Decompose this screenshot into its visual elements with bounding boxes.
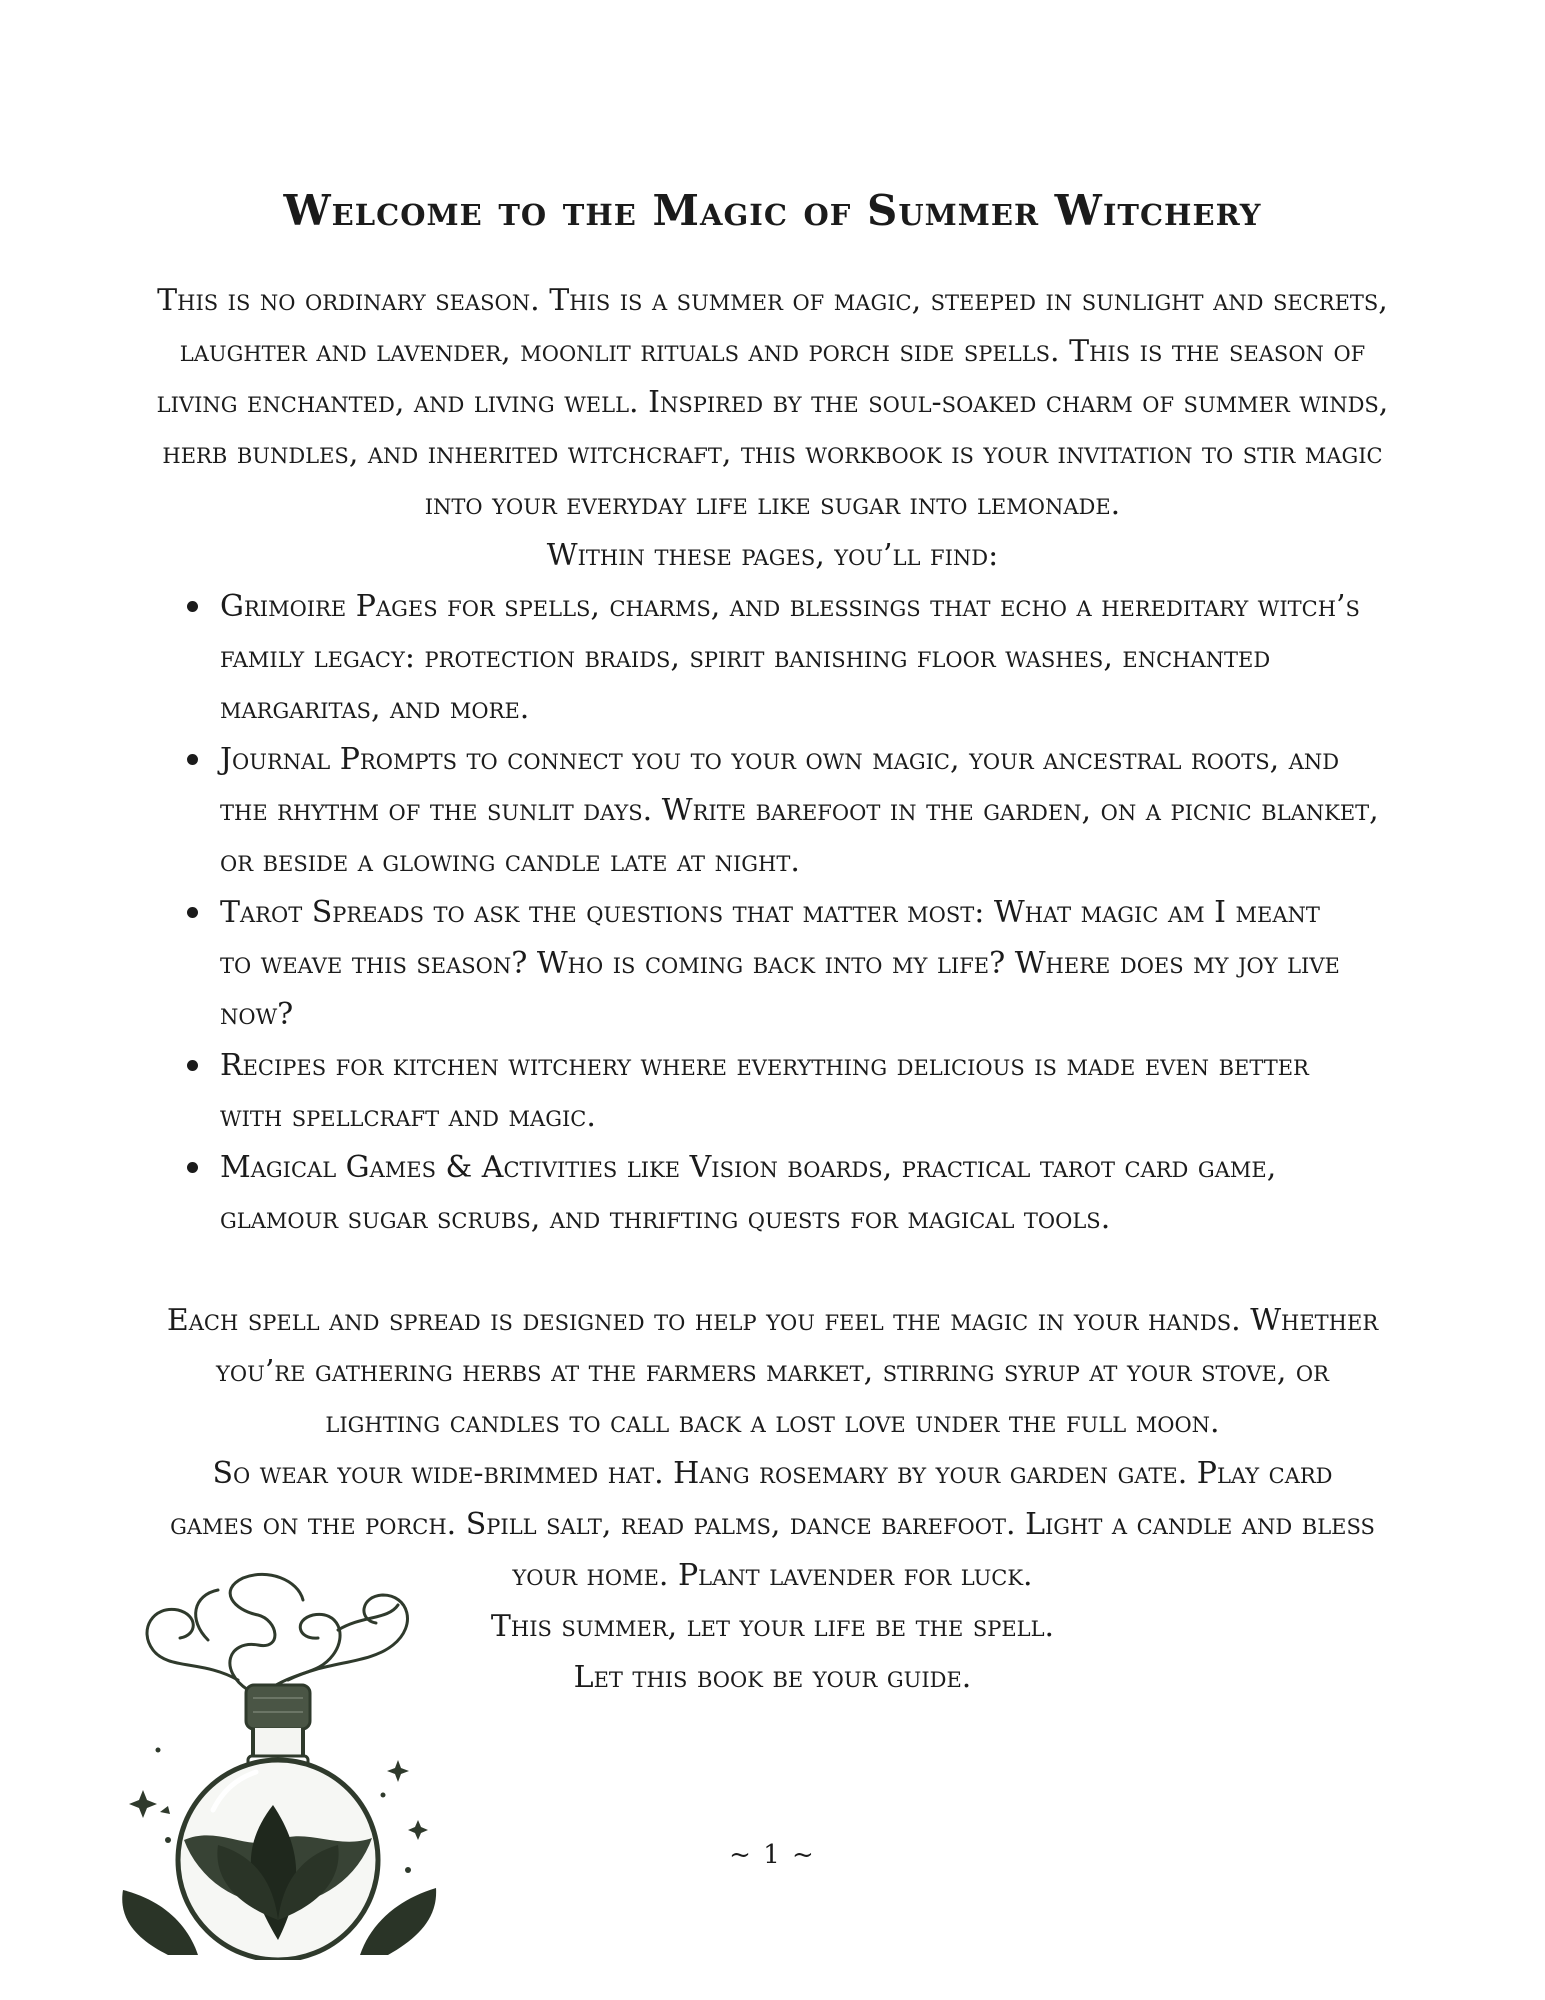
within-heading: Within these pages, you’ll find: [546,538,999,573]
list-item-line: or beside a glowing candle late at night. [220,844,800,879]
list-item-line: Recipes for kitchen witchery where everything delicious is made even better [220,1048,1309,1083]
list-item-line: with spellcraft and magic. [220,1099,596,1134]
intro-line: herb bundles, and inherited witchcraft, this workbook is your invitation to stir magic [162,436,1383,471]
intro-paragraph [150,275,1395,530]
page-title: Welcome to the Magic of Summer Witchery [283,186,1262,236]
potion-bottle-icon [98,1560,458,1960]
list-item-line: to weave this season? Who is coming back into my life? Where does my joy live [220,946,1340,981]
section-spacer [150,1244,1395,1295]
closing-line: This summer, let your life be the spell. [490,1609,1055,1644]
list-item [220,1142,1395,1244]
closing-line: your home. Plant lavender for luck. [512,1558,1033,1593]
list-item [220,887,1395,1040]
closing-line: you’re gathering herbs at the farmers market, stirring syrup at your stove, or [216,1354,1329,1389]
list-item [220,1040,1395,1142]
intro-line: This is no ordinary season. This is a summer of magic, steeped in sunlight and secrets, [157,283,1388,318]
list-item [220,734,1395,887]
intro-line: living enchanted, and living well. Inspired by the soul-soaked charm of summer winds, [156,385,1389,420]
list-item-line: glamour sugar scrubs, and thrifting quests for magical tools. [220,1201,1111,1236]
closing-line: Each spell and spread is designed to help you feel the magic in your hands. Whether [166,1303,1379,1338]
list-item-line: now? [220,997,294,1032]
page-number: ~ 1 ~ [729,1840,816,1870]
list-item-line: Grimoire Pages for spells, charms, and blessings that echo a hereditary witch’s [220,589,1360,624]
list-item-line: Journal Prompts to connect you to your own magic, your ancestral roots, and [220,742,1340,777]
list-item-line: Tarot Spreads to ask the questions that matter most: What magic am I meant [220,895,1320,930]
intro-line: into your everyday life like sugar into lemonade. [424,487,1121,522]
intro-line: laughter and lavender, moonlit rituals and porch side spells. This is the season of [179,334,1366,369]
findings-list [150,581,1395,1244]
closing-line: Let this book be your guide. [573,1660,972,1695]
page-body [150,275,1395,1703]
closing-line: games on the porch. Spill salt, read palms, dance barefoot. Light a candle and bless [170,1507,1375,1542]
closing-line: So wear your wide-brimmed hat. Hang rosemary by your garden gate. Play card [212,1456,1333,1491]
closing-line: lighting candles to call back a lost love under the full moon. [325,1405,1220,1440]
list-item-line: family legacy: protection braids, spirit banishing floor washes, enchanted [220,640,1271,675]
list-item-line: Magical Games & Activities like Vision boards, practical tarot card game, [220,1150,1277,1185]
list-item-line: the rhythm of the sunlit days. Write barefoot in the garden, on a picnic blanket, [220,793,1379,828]
list-item [220,581,1395,734]
list-item-line: margaritas, and more. [220,691,530,726]
